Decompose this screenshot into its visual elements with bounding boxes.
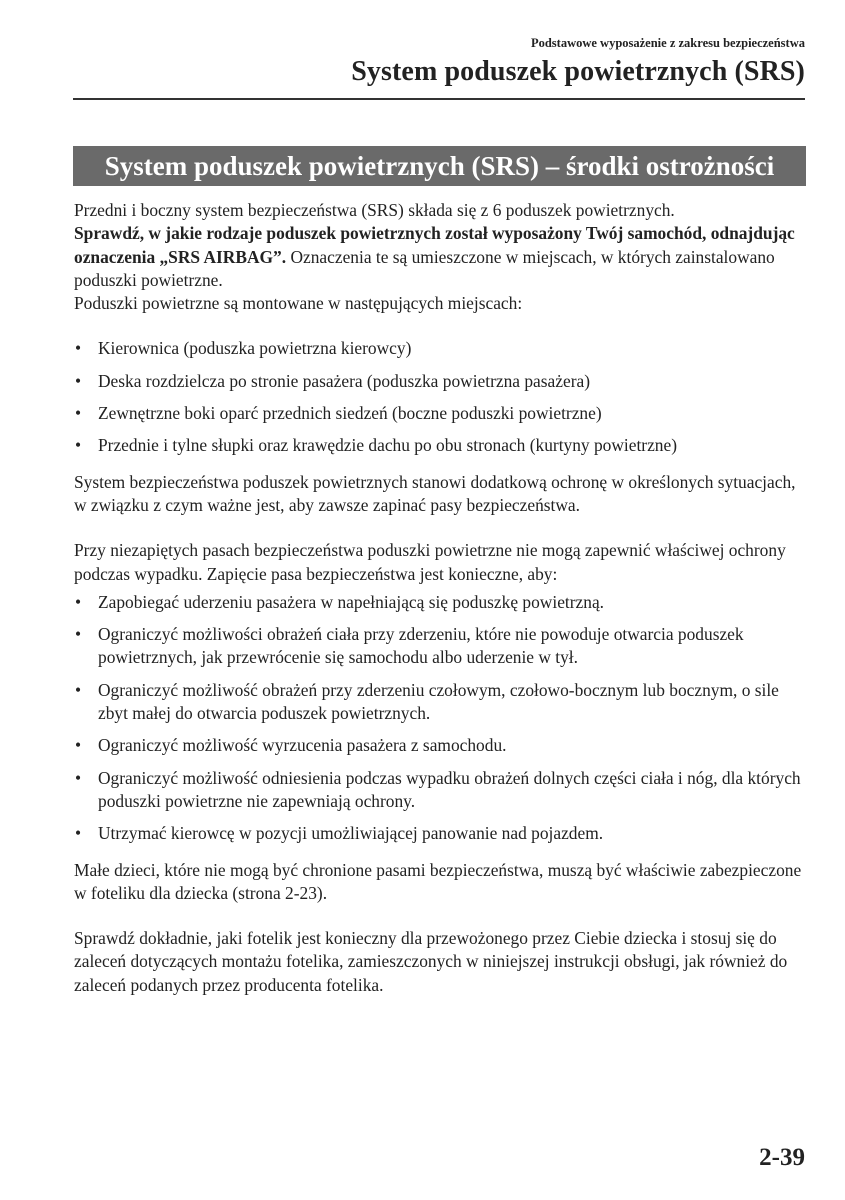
- seatbelt-paragraph: Przy niezapiętych pasach bezpieczeństwa poduszki powietrzne nie mogą zapewnić właściwej ochrony podczas wypadku. Zapięcie pasa bezpieczeństwa jest konieczne, aby:: [74, 540, 786, 584]
- page-body: [74, 199, 809, 997]
- list-item: • Przednie i tylne słupki oraz krawędzie dachu po obu stronach (kurtyny powietrzne): [74, 434, 809, 457]
- section-heading: System poduszek powietrznych (SRS) – środki ostrożności: [73, 146, 806, 186]
- intro-paragraph: [74, 199, 809, 315]
- airbag-locations-list: [74, 337, 809, 457]
- additional-protection-paragraph: System bezpieczeństwa poduszek powietrznych stanowi dodatkową ochronę w określonych sytuacjach, w związku z czym ważne jest, aby zawsze zapinać pasy bezpieczeństwa.: [74, 471, 796, 515]
- intro-bold-sentence: Sprawdź, w jakie rodzaje poduszek powietrznych został wyposażony Twój samochód, odnajdując oznaczenia „SRS AIRBAG”.: [74, 223, 795, 267]
- list-item: • Zapobiegać uderzeniu pasażera w napełniającą się poduszkę powietrzną.: [74, 591, 809, 614]
- list-item: • Utrzymać kierowcę w pozycji umożliwiającej panowanie nad pojazdem.: [74, 822, 809, 845]
- list-item: • Kierownica (poduszka powietrzna kierowcy): [74, 337, 809, 360]
- list-item: • Zewnętrzne boki oparć przednich siedzeń (boczne poduszki powietrzne): [74, 402, 809, 425]
- list-item: • Ograniczyć możliwość odniesienia podczas wypadku obrażeń dolnych części ciała i nóg, dla których poduszki powietrzne nie zapewniają ochrony.: [74, 767, 809, 814]
- running-header-title: System poduszek powietrznych (SRS): [351, 56, 805, 87]
- list-item: • Ograniczyć możliwości obrażeń ciała przy zderzeniu, które nie powoduje otwarcia poduszek powietrznych, jak przewrócenie się samochodu albo uderzenie w tył.: [74, 623, 809, 670]
- intro-sentence-3: Poduszki powietrzne są montowane w następujących miejscach:: [74, 293, 523, 314]
- running-header-section: Podstawowe wyposażenie z zakresu bezpieczeństwa: [530, 36, 805, 50]
- list-item: • Ograniczyć możliwość obrażeń przy zderzeniu czołowym, czołowo-bocznym lub bocznym, o sile zbyt małej do otwarcia poduszek powietrznych.: [74, 679, 809, 726]
- intro-sentence-1: Przedni i boczny system bezpieczeństwa (SRS) składa się z 6 poduszek powietrznych.: [74, 200, 675, 220]
- page-number: 2-39: [759, 1144, 805, 1171]
- list-item: • Ograniczyć możliwość wyrzucenia pasażera z samochodu.: [74, 734, 809, 757]
- child-seat-paragraph: Małe dzieci, które nie mogą być chronione pasami bezpieczeństwa, muszą być właściwie zabezpieczone w foteliku dla dziecka (strona 2-23).: [74, 859, 802, 903]
- header-divider: [73, 98, 805, 100]
- seatbelt-reasons-list: [74, 591, 809, 846]
- intro-sentence-2: Oznaczenia te są umieszczone w miejscach, w których zainstalowano poduszki powietrzne.: [74, 246, 775, 290]
- child-seat-check-paragraph: Sprawdź dokładnie, jaki fotelik jest konieczny dla przewożonego przez Ciebie dziecka i stosuj się do zaleceń dotyczących montażu fotelika, zamieszczonych w niniejszej instrukcji obsługi, jak również do zaleceń podanych przez producenta fotelika.: [74, 928, 788, 995]
- list-item: • Deska rozdzielcza po stronie pasażera (poduszka powietrzna pasażera): [74, 370, 809, 393]
